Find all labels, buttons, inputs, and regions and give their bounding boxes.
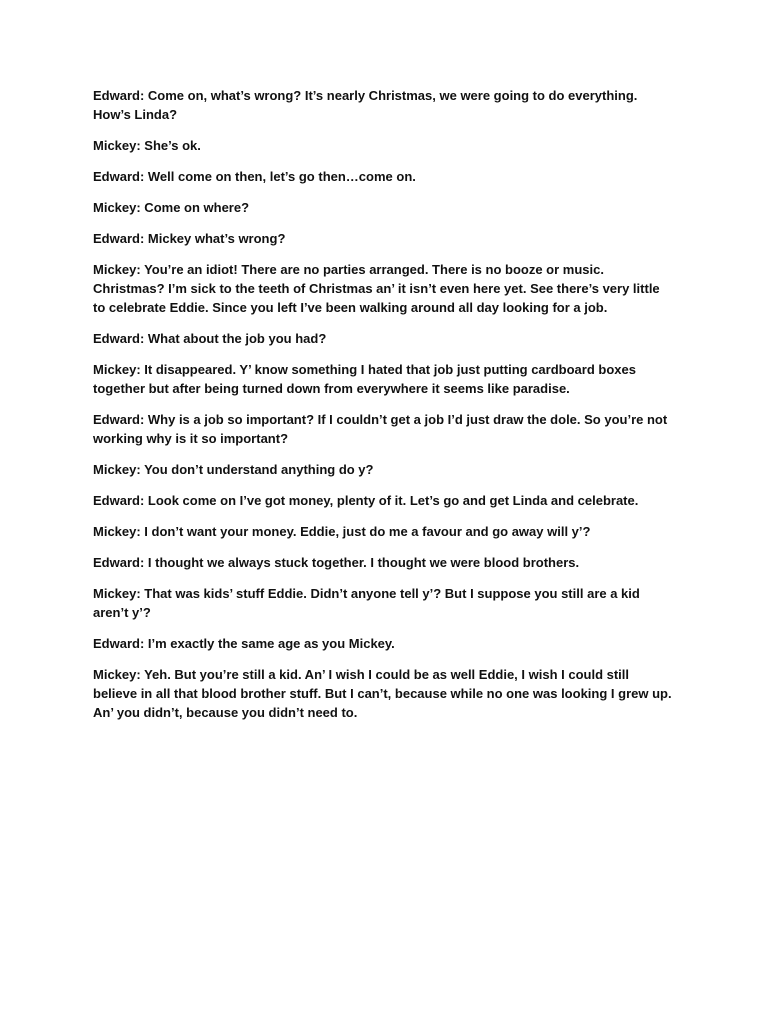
- dialogue-line: Edward: Look come on I’ve got money, plenty of it. Let’s go and get Linda and celebrate.: [93, 493, 639, 508]
- dialogue-line: Mickey: Come on where?: [93, 200, 250, 215]
- dialogue-line: Mickey: You’re an idiot! There are no parties arranged. There is no booze or music. Christmas? I’m sick to the teeth of Christmas an’ it isn’t even here yet. See there’s very little to celebrate Eddie. Since you left I’ve been walking around all day looking for a job.: [93, 262, 660, 315]
- dialogue-line: Edward: I thought we always stuck together. I thought we were blood brothers.: [93, 555, 580, 570]
- dialogue-line: Mickey: It disappeared. Y’ know something I hated that job just putting cardboard boxes together but after being turned down from everywhere it seems like paradise.: [93, 362, 636, 396]
- dialogue-line: Edward: Mickey what’s wrong?: [93, 231, 286, 246]
- dialogue-line: Mickey: That was kids’ stuff Eddie. Didn’t anyone tell y’? But I suppose you still are a kid aren’t y’?: [93, 586, 640, 620]
- dialogue-line: Edward: I’m exactly the same age as you Mickey.: [93, 636, 395, 651]
- dialogue-line: Mickey: I don’t want your money. Eddie, just do me a favour and go away will y’?: [93, 524, 591, 539]
- dialogue-line: Edward: Why is a job so important? If I couldn’t get a job I’d just draw the dole. So you’re not working why is it so important?: [93, 412, 668, 446]
- dialogue-line: Edward: Well come on then, let’s go then…come on.: [93, 169, 416, 184]
- dialogue-line: Mickey: Yeh. But you’re still a kid. An’ I wish I could be as well Eddie, I wish I could still believe in all that blood brother stuff. But I can’t, because while no one was looking I grew up. An’ you didn’t, because you didn’t need to.: [93, 667, 672, 720]
- dialogue-block: [93, 86, 673, 734]
- dialogue-line: Edward: What about the job you had?: [93, 331, 327, 346]
- dialogue-line: Mickey: She’s ok.: [93, 138, 201, 153]
- dialogue-line: Edward: Come on, what’s wrong? It’s nearly Christmas, we were going to do everything. How’s Linda?: [93, 88, 638, 122]
- dialogue-line: Mickey: You don’t understand anything do y?: [93, 462, 374, 477]
